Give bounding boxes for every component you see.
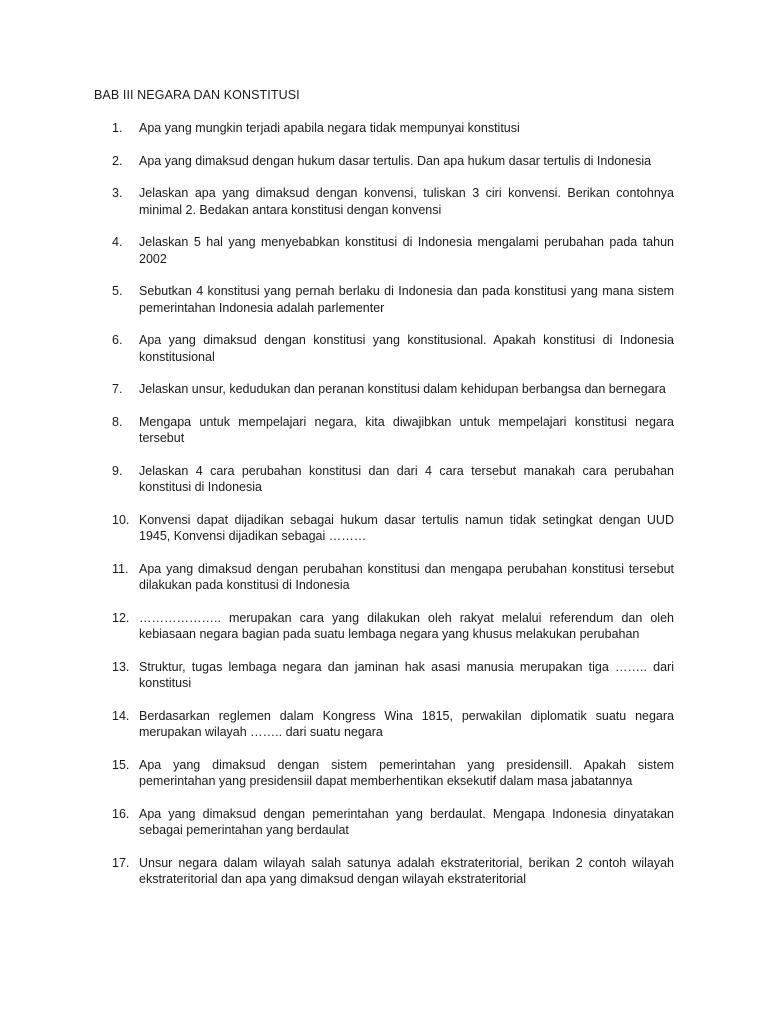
question-number: 5. bbox=[112, 284, 123, 299]
question-text: Konvensi dapat dijadikan sebagai hukum dasar tertulis namun tidak setingkat dengan UUD 1945, Konvensi dijadikan sebagai ……… bbox=[139, 512, 674, 544]
question-text: Jelaskan 4 cara perubahan konstitusi dan dari 4 cara tersebut manakah cara perubahan konstitusi di Indonesia bbox=[139, 463, 674, 495]
question-item bbox=[112, 757, 674, 790]
question-number: 15. bbox=[112, 757, 130, 772]
question-text: Sebutkan 4 konstitusi yang pernah berlaku di Indonesia dan pada konstitusi yang mana sistem pemerintahan Indonesia adalah parlementer bbox=[139, 284, 674, 315]
question-item bbox=[112, 234, 674, 267]
question-number: 14. bbox=[112, 708, 130, 723]
question-item bbox=[112, 659, 674, 692]
question-text: Apa yang mungkin terjadi apabila negara tidak mempunyai konstitusi bbox=[139, 121, 520, 135]
question-item bbox=[112, 381, 674, 397]
question-item bbox=[112, 610, 674, 643]
question-item bbox=[112, 708, 674, 741]
question-text: Apa yang dimaksud dengan pemerintahan yang berdaulat. Mengapa Indonesia dinyatakan sebagai pemerintahan yang berdaulat bbox=[139, 806, 674, 838]
question-text: ……………….. merupakan cara yang dilakukan oleh rakyat melalui referendum dan oleh kebiasaan negara bagian pada suatu lembaga negara yang khusus melakukan perubahan bbox=[139, 610, 674, 642]
question-number: 1. bbox=[112, 121, 123, 135]
question-text: Jelaskan 5 hal yang menyebabkan konstitusi di Indonesia mengalami perubahan pada tahun 2002 bbox=[139, 235, 674, 266]
question-item bbox=[112, 463, 674, 496]
question-number: 9. bbox=[112, 463, 123, 478]
question-number: 17. bbox=[112, 855, 130, 870]
question-list bbox=[112, 120, 674, 904]
question-text: Apa yang dimaksud dengan hukum dasar tertulis. Dan apa hukum dasar tertulis di Indonesia bbox=[139, 153, 652, 168]
question-number: 16. bbox=[112, 806, 130, 821]
question-number: 4. bbox=[112, 235, 123, 250]
question-text: Unsur negara dalam wilayah salah satunya adalah ekstrateritorial, berikan 2 contoh wilayah ekstrateritorial dan apa yang dimaksud dengan wilayah ekstrateritorial bbox=[139, 855, 674, 887]
question-item bbox=[112, 806, 674, 839]
question-text: Jelaskan unsur, kedudukan dan peranan konstitusi dalam kehidupan berbangsa dan bernegara bbox=[139, 382, 666, 397]
question-text: Struktur, tugas lembaga negara dan jaminan hak asasi manusia merupakan tiga …….. dari konstitusi bbox=[139, 659, 674, 691]
question-item bbox=[112, 283, 674, 316]
question-number: 3. bbox=[112, 186, 123, 201]
question-item bbox=[112, 512, 674, 545]
question-item bbox=[112, 855, 674, 888]
question-item bbox=[112, 153, 674, 169]
question-text: Berdasarkan reglemen dalam Kongress Wina 1815, perwakilan diplomatik suatu negara merupakan wilayah …….. dari suatu negara bbox=[139, 708, 674, 740]
question-text: Apa yang dimaksud dengan konstitusi yang konstitusional. Apakah konstitusi di Indonesia konstitusional bbox=[139, 333, 674, 364]
question-item bbox=[112, 414, 674, 447]
question-item bbox=[112, 332, 674, 365]
question-text: Jelaskan apa yang dimaksud dengan konvensi, tuliskan 3 ciri konvensi. Berikan contohnya minimal 2. Bedakan antara konstitusi dengan konvensi bbox=[139, 186, 674, 217]
question-number: 8. bbox=[112, 414, 123, 429]
question-number: 11. bbox=[112, 561, 129, 576]
question-text: Apa yang dimaksud dengan sistem pemerintahan yang presidensill. Apakah sistem pemerintahan yang presidensiil dapat memberhentikan eksekutif dalam masa jabatannya bbox=[139, 757, 674, 789]
question-number: 7. bbox=[112, 382, 123, 397]
question-item bbox=[112, 185, 674, 218]
question-text: Apa yang dimaksud dengan perubahan konstitusi dan mengapa perubahan konstitusi tersebut dilakukan pada konstitusi di Indonesia bbox=[139, 561, 674, 593]
document-title: BAB III NEGARA DAN KONSTITUSI bbox=[94, 88, 300, 102]
question-text: Mengapa untuk mempelajari negara, kita diwajibkan untuk mempelajari konstitusi negara tersebut bbox=[139, 414, 674, 446]
question-number: 2. bbox=[112, 153, 123, 168]
question-number: 12. bbox=[112, 610, 130, 625]
question-number: 13. bbox=[112, 659, 130, 674]
question-number: 10. bbox=[112, 512, 130, 527]
question-number: 6. bbox=[112, 333, 123, 348]
question-item bbox=[112, 120, 674, 136]
question-item bbox=[112, 561, 674, 594]
